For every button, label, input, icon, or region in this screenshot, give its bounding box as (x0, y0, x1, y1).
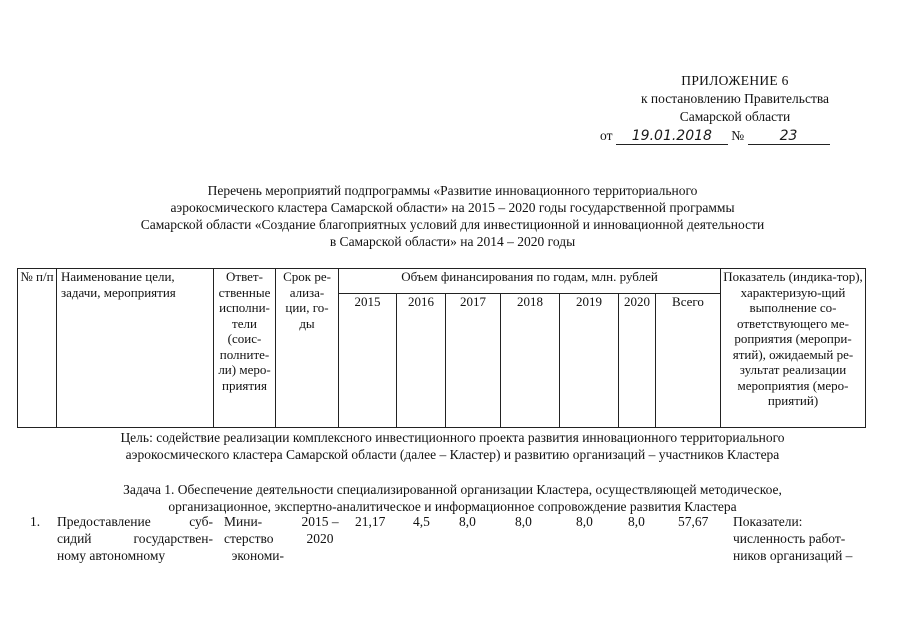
row-1-indicator-line: численность работ- (733, 531, 846, 546)
row-1-indicator-line: ников организаций – (733, 548, 853, 563)
row-1-value-2019: 8,0 (576, 514, 593, 529)
row-1-name (57, 513, 213, 564)
row-1-name-line: Предоставление суб- (57, 514, 213, 529)
goal-line-1: Цель: содействие реализации комплексного инвестиционного проекта развития инновационного территориального (120, 430, 785, 445)
document-title (100, 182, 805, 250)
col-executors-header: Ответ-ственные исполни-тели (соис-полните-ли) меро-приятия (214, 269, 276, 428)
total-header: Всего (656, 294, 721, 428)
row-1-value-2015: 21,17 (355, 514, 386, 529)
col-name-header: Наименование цели, задачи, мероприятия (57, 269, 214, 428)
col-term-header: Срок ре-ализа-ции, го-ды (276, 269, 339, 428)
year-2015-header: 2015 (339, 294, 397, 428)
title-line-1: Перечень мероприятий подпрограммы «Развитие инновационного территориального (207, 183, 698, 198)
task-1-text (30, 481, 875, 515)
goal-text (30, 429, 875, 463)
row-1-term (292, 513, 348, 547)
year-2017-header: 2017 (446, 294, 501, 428)
year-2018-header: 2018 (501, 294, 560, 428)
goal-line-2: аэрокосмического кластера Самарской области (далее – Кластер) и развитию организаций – участников Кластера (125, 447, 780, 462)
title-line-4: в Самарской области» на 2014 – 2020 годы (329, 234, 576, 249)
appendix-line2: к постановлению Правительства (640, 91, 830, 106)
row-1-executor-line: экономи- (231, 548, 284, 563)
year-2016-header: 2016 (397, 294, 446, 428)
year-2020-header: 2020 (619, 294, 656, 428)
row-1-executor-line: Мини- (224, 514, 263, 529)
row-1-name-line: сидий государствен- (57, 531, 213, 546)
row-1-value-2017: 8,0 (459, 514, 476, 529)
row-1-term-line: 2020 (306, 531, 334, 546)
row-1-value-2016: 4,5 (413, 514, 430, 529)
title-line-2: аэрокосмического кластера Самарской области» на 2015 – 2020 годы государственной программы (170, 200, 735, 215)
handwritten-number: 23 (748, 128, 830, 145)
row-1-indicator (733, 513, 883, 564)
measures-table-header (17, 268, 866, 428)
row-1-executor (224, 513, 284, 564)
row-1-term-line: 2015 – (301, 514, 339, 529)
task-line-1: Задача 1. Обеспечение деятельности специализированной организации Кластера, осуществляющей методическое, (123, 482, 782, 497)
year-2019-header: 2019 (560, 294, 619, 428)
date-number-line (600, 128, 830, 145)
row-1-name-line: ному автономному (57, 548, 166, 563)
row-1-value-total: 57,67 (678, 514, 709, 529)
col-funding-header: Объем финансирования по годам, млн. рублей (339, 269, 721, 294)
row-1-value-2018: 8,0 (515, 514, 532, 529)
row-1-indicator-line: Показатели: (733, 514, 803, 529)
appendix-block (600, 72, 870, 126)
col-num-header: № п/п (18, 269, 57, 428)
col-indicator-header: Показатель (индика-тор), характеризую-щий выполнение со-ответствующего ме-роприятия (меропри-ятий), ожидаемый ре-зультат реализации мероприятия (меро-приятий) (721, 269, 866, 428)
row-1-executor-line: стерство (224, 531, 274, 546)
appendix-line3: Самарской области (679, 109, 791, 124)
row-1-number: 1. (30, 514, 41, 529)
from-label: от (600, 128, 613, 143)
row-1-value-2020: 8,0 (628, 514, 645, 529)
number-label: № (731, 128, 745, 143)
task-line-2: организационное, экспертно-аналитическое и информационное сопровождение развития Кластера (168, 499, 737, 514)
title-line-3: Самарской области «Создание благоприятных условий для инвестиционной и инновационной деятельности (140, 217, 765, 232)
handwritten-date: 19.01.2018 (616, 128, 728, 145)
appendix-title: ПРИЛОЖЕНИЕ 6 (681, 73, 789, 88)
